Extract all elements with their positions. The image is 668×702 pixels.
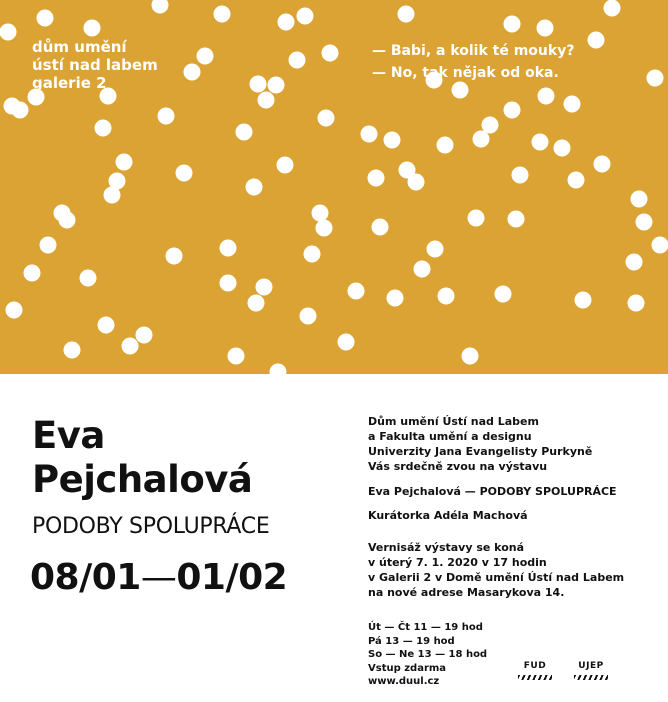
poster-body: [0, 374, 668, 702]
quote-line: — Babi, a kolik té mouky?: [372, 43, 575, 59]
dot: [318, 110, 335, 127]
curator-line: Kurátorka Adéla Machová: [368, 509, 528, 522]
date-to: 01/02: [176, 557, 288, 598]
fud-logo: [518, 661, 552, 680]
venue-line: ústí nad labem: [32, 56, 158, 74]
dot: [40, 237, 57, 254]
dot: [462, 348, 479, 365]
opening-line: v úterý 7. 1. 2020 v 17 hodin: [368, 556, 547, 569]
dot: [414, 261, 431, 278]
dot: [95, 120, 112, 137]
dot: [176, 165, 193, 182]
venue-line: galerie 2: [32, 74, 107, 92]
dot: [98, 317, 115, 334]
opening-hours: [368, 621, 487, 689]
dot: [122, 338, 139, 355]
dot: [6, 302, 23, 319]
dot: [316, 220, 333, 237]
dot: [214, 6, 231, 23]
dot: [604, 0, 621, 17]
dot: [250, 76, 267, 93]
invitation-line: a Fakulta umění a designu: [368, 430, 532, 443]
venue-name: [32, 38, 158, 92]
hours-line: Pá 13 — 19 hod: [368, 635, 455, 647]
dot: [24, 265, 41, 282]
opening-info: [368, 540, 624, 600]
dot: [64, 342, 81, 359]
dot: [504, 102, 521, 119]
fud-logo-text: FUD: [523, 661, 547, 671]
dot: [322, 45, 339, 62]
dot: [289, 52, 306, 69]
dot: [564, 96, 581, 113]
invitation-line: Dům umění Ústí nad Labem: [368, 415, 539, 428]
dot: [532, 134, 549, 151]
dot: [538, 88, 555, 105]
dot: [636, 214, 653, 231]
opening-line: v Galerii 2 v Domě umění Ústí nad Labem: [368, 571, 625, 584]
dot: [158, 108, 175, 125]
dot: [387, 290, 404, 307]
dot: [304, 246, 321, 263]
dot: [220, 275, 237, 292]
exhibition-title: PODOBY SPOLUPRÁCE: [32, 514, 270, 539]
dot: [482, 117, 499, 134]
dot: [184, 64, 201, 81]
dot: [408, 174, 425, 191]
dot: [473, 131, 490, 148]
dot: [348, 283, 365, 300]
dot: [248, 295, 265, 312]
dot: [626, 254, 643, 271]
dot: [312, 205, 329, 222]
dot: [594, 156, 611, 173]
date-separator: —: [140, 557, 177, 598]
dot: [398, 6, 415, 23]
dot: [152, 0, 169, 14]
dot: [136, 327, 153, 344]
dot: [166, 248, 183, 265]
exhibition-line: Eva Pejchalová — PODOBY SPOLUPRÁCE: [368, 485, 617, 498]
dot: [297, 8, 314, 25]
dot: [554, 140, 571, 157]
dot: [268, 77, 285, 94]
dot: [568, 172, 585, 189]
artist-last-name: Pejchalová: [32, 458, 253, 501]
dot: [512, 167, 529, 184]
invitation-text: [368, 414, 592, 474]
dot: [437, 137, 454, 154]
dot: [104, 187, 121, 204]
dot: [508, 211, 525, 228]
dot: [588, 32, 605, 49]
ujep-logo-text: UJEP: [578, 661, 604, 671]
dot: [236, 124, 253, 141]
invitation-line: Univerzity Jana Evangelisty Purkyně: [368, 445, 593, 458]
dot: [537, 20, 554, 37]
dot: [12, 102, 29, 119]
dot: [270, 364, 287, 375]
dot: [652, 237, 668, 254]
dot: [628, 295, 645, 312]
dot: [116, 154, 133, 171]
artist-first-name: Eva: [32, 414, 105, 457]
exhibition-dates: [30, 556, 287, 600]
quote: [372, 40, 574, 84]
dot: [631, 191, 648, 208]
website-link[interactable]: www.duul.cz: [368, 676, 440, 687]
dot: [504, 16, 521, 33]
hours-line: So — Ne 13 — 18 hod: [368, 649, 488, 660]
dot: [468, 210, 485, 227]
dot: [361, 126, 378, 143]
dot: [300, 308, 317, 325]
admission-line: Vstup zdarma: [368, 662, 447, 674]
venue-line: dům umění: [32, 38, 127, 56]
ujep-logo-mark: [574, 675, 608, 680]
dot: [59, 212, 76, 229]
dot: [246, 179, 263, 196]
artist-name: [32, 414, 252, 502]
fud-logo-mark: [518, 675, 552, 680]
hours-line: Út — Čt 11 — 19 hod: [368, 622, 483, 633]
dot: [372, 219, 389, 236]
dot: [452, 82, 469, 99]
dot: [575, 292, 592, 309]
invitation-line: Vás srdečně zvou na výstavu: [368, 460, 548, 473]
dot: [647, 70, 664, 87]
dot: [368, 170, 385, 187]
dot: [0, 24, 17, 41]
dot: [228, 348, 245, 365]
dot: [197, 48, 214, 65]
dot: [80, 270, 97, 287]
dot: [258, 92, 275, 109]
dot: [338, 334, 355, 351]
quote-line: — No, tak nějak od oka.: [372, 65, 559, 81]
dot: [277, 157, 294, 174]
dot: [220, 240, 237, 257]
dot: [384, 132, 401, 149]
dot: [84, 20, 101, 37]
dot: [256, 279, 273, 296]
dot: [495, 286, 512, 303]
ujep-logo: [574, 661, 608, 680]
date-from: 08/01: [30, 557, 141, 598]
opening-line: Vernisáž výstavy se koná: [368, 541, 525, 554]
opening-line: na nové adrese Masarykova 14.: [368, 586, 565, 599]
dot: [37, 10, 54, 27]
dot: [278, 14, 295, 31]
dot: [427, 241, 444, 258]
dot: [438, 288, 455, 305]
